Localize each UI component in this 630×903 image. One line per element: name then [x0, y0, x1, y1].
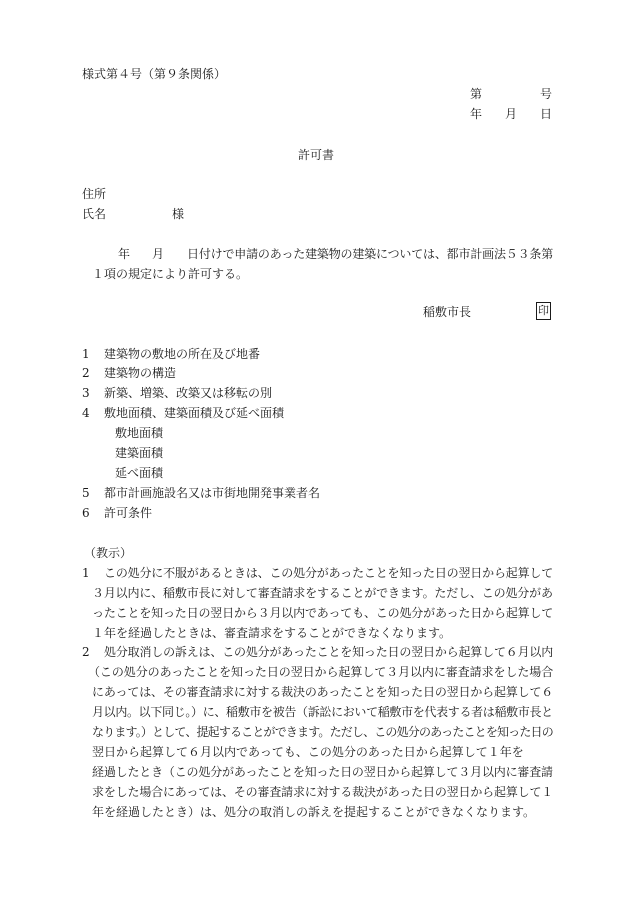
notice-heading: （教示） — [84, 546, 133, 560]
notice-p2-line: 求をした場合にあっては、その審査請求に対する裁決があった日の翌日から起算して１ — [92, 785, 554, 799]
body-line1: 日付けで申請のあった建築物の建築については、都市計画法５３条第 — [187, 247, 554, 261]
list-item: 5 都市計画施設名又は市街地開発事業者名 — [82, 486, 321, 500]
ref-dai: 第 — [470, 87, 483, 101]
list-item: 2 建築物の構造 — [82, 366, 177, 380]
notice-p2-line: にあっては、その審査請求に対する裁決のあったことを知った日の翌日から起算して６ — [92, 685, 554, 699]
notice-p2-line: なります。）として、提起することができます。ただし、この処分のあったことを知った日の — [92, 725, 553, 739]
name-label: 氏名 — [82, 207, 107, 221]
sub-item: 建築面積 — [115, 446, 164, 460]
honorific: 様 — [172, 207, 185, 221]
notice-p2-line: 経過したとき（この処分があったことを知った日の翌日から起算して３月以内に審査請 — [92, 765, 553, 779]
notice-p2-num: 2 — [82, 645, 90, 659]
notice-p2-line: 月以内。以下同じ。）に、稲敷市を被告（訴訟において稲敷市を代表する者は稲敷市長と — [92, 705, 553, 719]
notice-p2-line: 処分取消しの訴えは、この処分があったことを知った日の翌日から起算して６月以内 — [104, 645, 554, 659]
list-item: 6 許可条件 — [82, 506, 153, 520]
notice-p1-num: 1 — [82, 566, 90, 580]
notice-p2-line: （この処分のあったことを知った日の翌日から起算して３月以内に審査請求をした場合 — [88, 665, 554, 679]
sub-item: 延べ面積 — [115, 466, 164, 480]
body-year: 年 — [118, 247, 131, 261]
list-item: 1 建築物の敷地の所在及び地番 — [82, 347, 261, 361]
seal-mark: 印 — [536, 302, 551, 320]
body-line2: １項の規定により許可する。 — [92, 267, 249, 281]
notice-p1-line: ３月以内に、稲敷市長に対して審査請求をすることができます。ただし、この処分があ — [92, 586, 553, 600]
ref-go: 号 — [540, 87, 553, 101]
document-title: 許可書 — [298, 148, 335, 162]
notice-p1-line: ったことを知った日の翌日から３月以内であっても、この処分があった日から起算して — [92, 606, 554, 620]
form-label: 様式第４号（第９条関係） — [82, 67, 227, 81]
notice-p2-line: 年を経過したとき）は、処分の取消しの訴えを提起することができなくなります。 — [92, 805, 536, 819]
ref-month: 月 — [505, 107, 518, 121]
address-label: 住所 — [82, 187, 107, 201]
ref-year: 年 — [470, 107, 483, 121]
notice-p2-line: 翌日から起算して６月以内であっても、この処分のあった日から起算して１年を — [92, 745, 524, 759]
ref-day: 日 — [540, 107, 553, 121]
list-item: 4 敷地面積、建築面積及び延べ面積 — [82, 406, 285, 420]
issuer-name: 稲敷市長 — [423, 305, 472, 319]
sub-item: 敷地面積 — [115, 426, 164, 440]
body-month: 月 — [152, 247, 165, 261]
notice-p1-line: １年を経過したときは、審査請求をすることができなくなります。 — [92, 626, 452, 640]
notice-p1-line: この処分に不服があるときは、この処分があったことを知った日の翌日から起算して — [104, 566, 554, 580]
list-item: 3 新築、増築、改築又は移転の別 — [82, 386, 273, 400]
